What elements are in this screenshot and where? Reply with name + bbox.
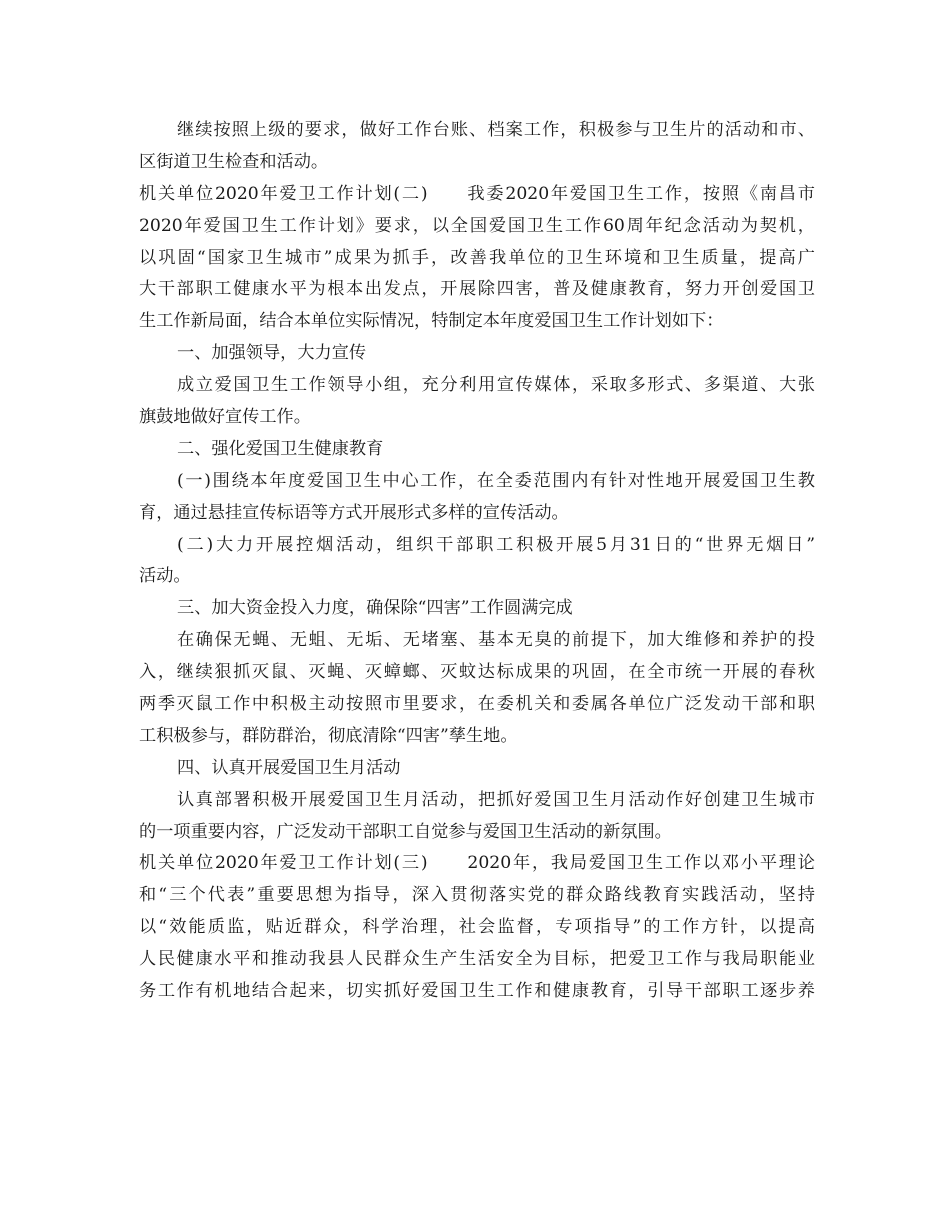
text-line: 四、认真开展爱国卫生月活动: [177, 757, 401, 778]
text-line: 二、强化爱国卫生健康教育: [177, 438, 384, 459]
text-line: 以“效能质监，贴近群众，科学治理，社会监督，专项指导”的工作方针，以提高: [139, 917, 815, 938]
text-line: 机关单位2020年爱卫工作计划(二) 我委2020年爱国卫生工作，按照《南昌市: [139, 183, 815, 204]
text-line: 工积极参与，群防群治，彻底清除“四害”孳生地。: [139, 725, 518, 746]
text-line: 成立爱国卫生工作领导小组，充分利用宣传媒体，采取多形式、多渠道、大张: [177, 375, 815, 396]
text-line: 入，继续狠抓灭鼠、灭蝇、灭蟑螂、灭蚊达标成果的巩固，在全市统一开展的春秋: [139, 662, 815, 683]
text-line: 在确保无蝇、无蛆、无垢、无堵塞、基本无臭的前提下，加大维修和养护的投: [177, 630, 815, 651]
text-line: 机关单位2020年爱卫工作计划(三) 2020年，我局爱国卫生工作以邓小平理论: [139, 853, 815, 874]
text-line: 大干部职工健康水平为根本出发点，开展除四害，普及健康教育，努力开创爱国卫: [139, 279, 815, 300]
text-line: 和“三个代表”重要思想为指导，深入贯彻落实党的群众路线教育实践活动，坚持: [139, 885, 815, 906]
text-line: 一、加强领导，大力宣传: [177, 343, 367, 364]
text-line: (一)围绕本年度爱国卫生中心工作，在全委范围内有针对性地开展爱国卫生教: [177, 470, 815, 491]
document-body: [139, 115, 815, 1008]
text-line: 旗鼓地做好宣传工作。: [139, 407, 311, 428]
text-line: 继续按照上级的要求，做好工作台账、档案工作，积极参与卫生片的活动和市、: [177, 120, 815, 140]
text-line: 活动。: [139, 566, 191, 587]
text-line: 2020年爱国卫生工作计划》要求，以全国爱国卫生工作60周年纪念活动为契机，: [139, 215, 815, 236]
text-line: 区街道卫生检查和活动。: [139, 151, 329, 172]
text-line: 育，通过悬挂宣传标语等方式开展形式多样的宣传活动。: [139, 502, 569, 523]
text-line: 人民健康水平和推动我县人民群众生产生活安全为目标，把爱卫工作与我局职能业: [139, 949, 815, 970]
text-line: 务工作有机地结合起来，切实抓好爱国卫生工作和健康教育，引导干部职工逐步养: [139, 981, 815, 1002]
text-line: 两季灭鼠工作中积极主动按照市里要求，在委机关和委属各单位广泛发动干部和职: [139, 694, 815, 715]
text-line: 生工作新局面，结合本单位实际情况，特制定本年度爱国卫生工作计划如下：: [139, 311, 724, 332]
text-line: 认真部署积极开展爱国卫生月活动，把抓好爱国卫生月活动作好创建卫生城市: [177, 789, 815, 810]
text-line: 三、加大资金投入力度，确保除“四害”工作圆满完成: [177, 598, 573, 619]
text-line: (二)大力开展控烟活动，组织干部职工积极开展5月31日的“世界无烟日”: [177, 534, 815, 555]
text-line: 的一项重要内容，广泛发动干部职工自觉参与爱国卫生活动的新氛围。: [139, 821, 672, 842]
text-line: 以巩固“国家卫生城市”成果为抓手，改善我单位的卫生环境和卫生质量，提高广: [139, 247, 815, 268]
